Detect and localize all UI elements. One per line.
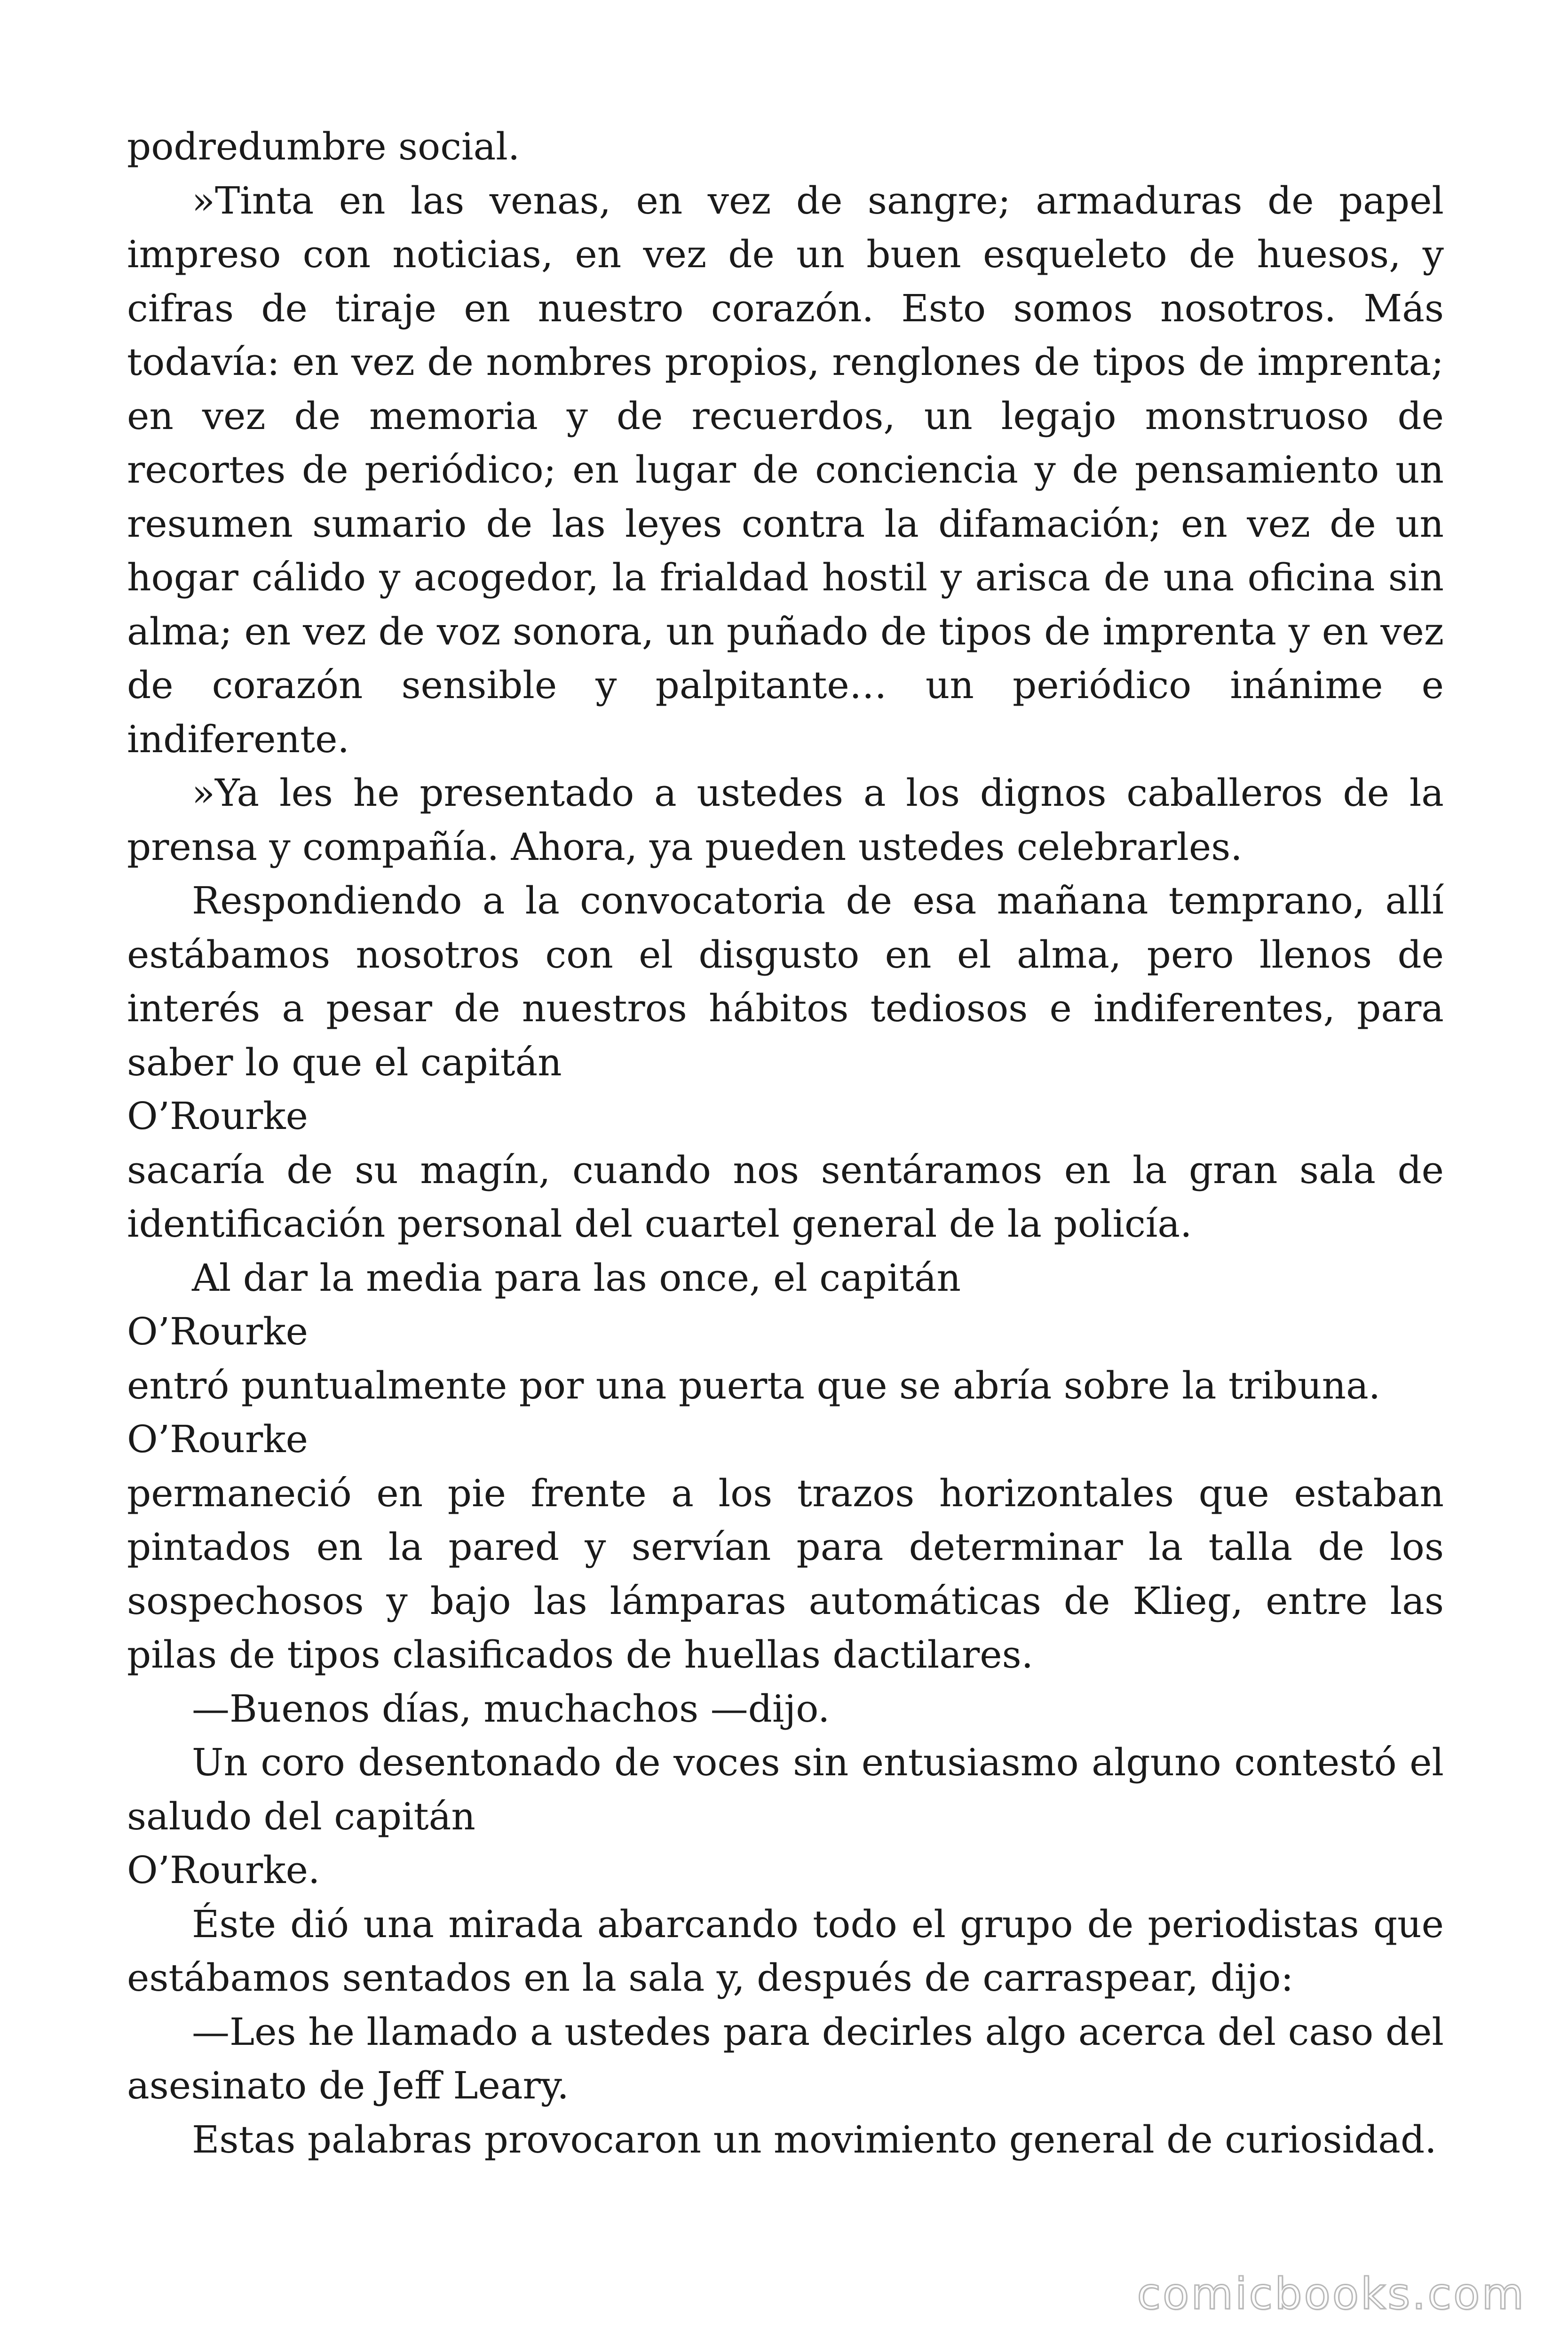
paragraph: O’Rourke [127,1310,308,1353]
paragraph: »Tinta en las venas, en vez de sangre; armaduras de papel impreso con noticias, en vez de un buen esqueleto de huesos, y cifras de tiraje en nuestro corazón. Esto somos nosotros. Más todavía: en vez de nombres propios, renglones de tipos de imprenta; en vez de memoria y de recuerdos, un legajo monstruoso de recortes de periódico; en lugar de conciencia y de pensamiento un resumen sumario de las leyes contra la difamación; en vez de un hogar cálido y acogedor, la frialdad hostil y arisca de una oficina sin alma; en vez de voz sonora, un puñado de tipos de imprenta y en vez de corazón sensible y palpitante… un periódico inánime e indiferente. [127,178,1444,761]
paragraph: »Ya les he presentado a ustedes a los dignos caballeros de la prensa y compañía. Ahora, ya pueden ustedes celebrarles. [127,771,1444,869]
paragraph: O’Rourke. [127,1848,320,1892]
paragraph: Al dar la media para las once, el capitán [192,1255,961,1300]
paragraph: O’Rourke [127,1417,308,1461]
paragraph: Un coro desentonado de voces sin entusiasmo alguno contestó el saludo del capitán [127,1740,1444,1838]
paragraph: permaneció en pie frente a los trazos horizontales que estaban pintados en la pared y servían para determinar la talla de los sospechosos y bajo las lámparas automáticas de Klieg, entre las pilas de tipos clasificados de huellas dactilares. [127,1471,1444,1677]
paragraph: entró puntualmente por una puerta que se abría sobre la tribuna. [127,1363,1381,1407]
paragraph: Estas palabras provocaron un movimiento general de curiosidad. [192,2117,1437,2161]
paragraph: Éste dió una mirada abarcando todo el grupo de periodistas que estábamos sentados en la sala y, después de carraspear, dijo: [127,1902,1444,2000]
paragraph: —Les he llamado a ustedes para decirles algo acerca del caso del asesinato de Jeff Leary. [127,2010,1444,2107]
paragraph: podredumbre social. [127,125,520,168]
paragraph: O’Rourke [127,1094,308,1138]
paragraph: sacaría de su magín, cuando nos sentáramos en la gran sala de identificación personal del cuartel general de la policía. [127,1148,1444,1246]
page-body [127,120,1444,2167]
watermark: comicbooks.com [1137,2269,1526,2319]
paragraph: Respondiendo a la convocatoria de esa mañana temprano, allí estábamos nosotros con el disgusto en el alma, pero llenos de interés a pesar de nuestros hábitos tediosos e indiferentes, para saber lo que el capitán [127,879,1444,1084]
paragraph: —Buenos días, muchachos —dijo. [192,1686,830,1731]
